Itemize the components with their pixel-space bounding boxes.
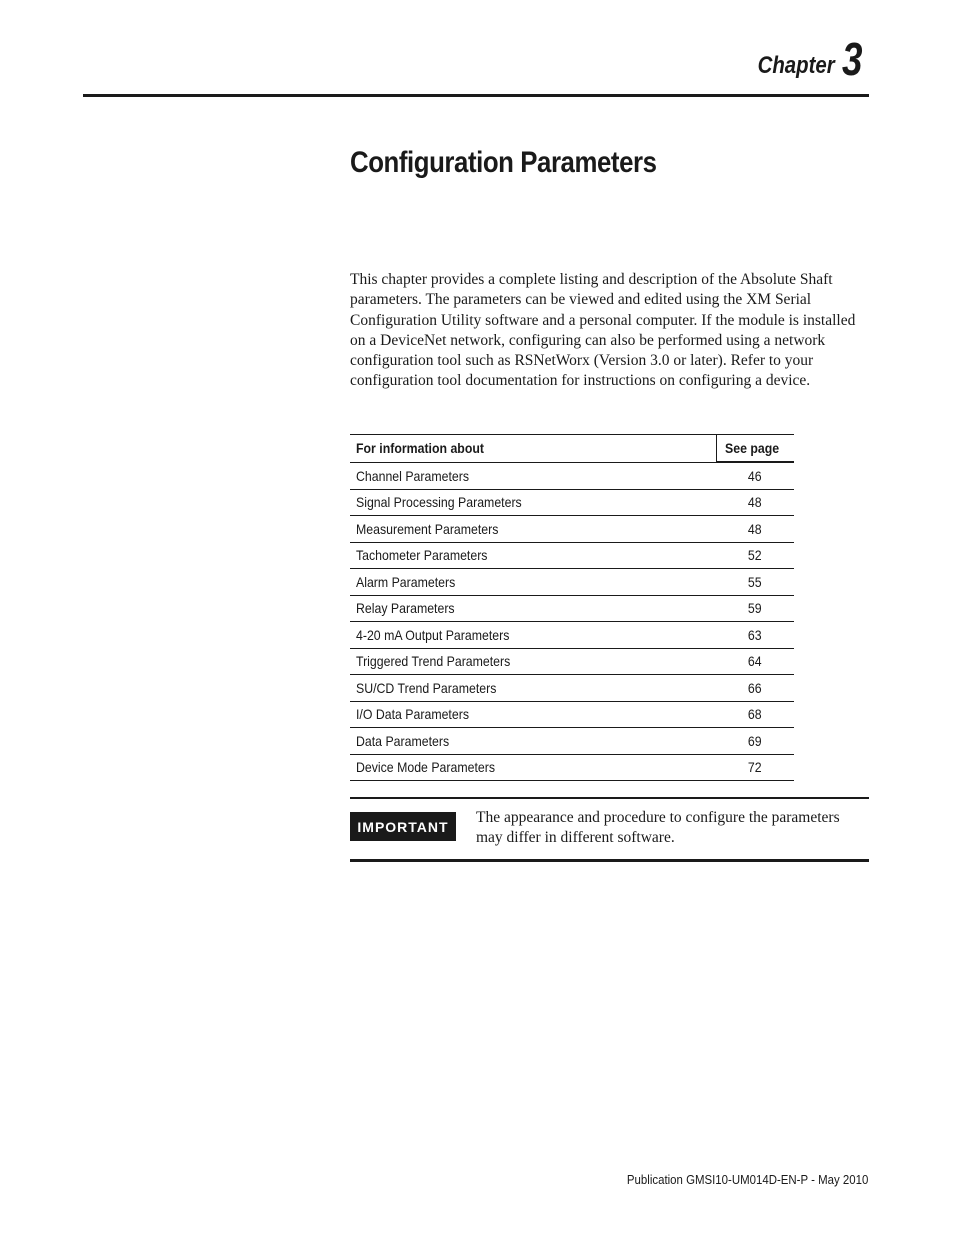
column-header-page: See page bbox=[717, 435, 795, 463]
topic-cell: Relay Parameters bbox=[350, 595, 717, 622]
topic-cell: Data Parameters bbox=[350, 728, 717, 755]
topic-cell: 4-20 mA Output Parameters bbox=[350, 622, 717, 649]
page-cell: 72 bbox=[717, 754, 795, 781]
chapter-header bbox=[744, 30, 868, 85]
page-cell: 55 bbox=[717, 569, 795, 596]
important-badge: IMPORTANT bbox=[350, 812, 456, 841]
table-row bbox=[350, 569, 794, 596]
topic-cell: I/O Data Parameters bbox=[350, 701, 717, 728]
page-cell: 59 bbox=[717, 595, 795, 622]
chapter-label: Chapter bbox=[757, 52, 835, 79]
page-cell: 68 bbox=[717, 701, 795, 728]
page-cell: 63 bbox=[717, 622, 795, 649]
table-row bbox=[350, 701, 794, 728]
chapter-number: 3 bbox=[842, 33, 863, 85]
topic-cell: Device Mode Parameters bbox=[350, 754, 717, 781]
table-row bbox=[350, 595, 794, 622]
page-cell: 69 bbox=[717, 728, 795, 755]
page-title: Configuration Parameters bbox=[350, 146, 657, 179]
column-header-topic: For information about bbox=[350, 435, 717, 463]
topic-cell: Triggered Trend Parameters bbox=[350, 648, 717, 675]
table-row bbox=[350, 542, 794, 569]
page-cell: 48 bbox=[717, 516, 795, 543]
table-row bbox=[350, 728, 794, 755]
topic-page-table bbox=[350, 434, 794, 781]
table-row bbox=[350, 622, 794, 649]
important-note bbox=[350, 797, 869, 862]
table-header-row bbox=[350, 435, 794, 463]
publication-footer: Publication GMSI10-UM014D-EN-P - May 2010 bbox=[626, 1172, 868, 1187]
header-rule bbox=[83, 94, 869, 97]
topic-cell: SU/CD Trend Parameters bbox=[350, 675, 717, 702]
table-row bbox=[350, 754, 794, 781]
topic-cell: Signal Processing Parameters bbox=[350, 489, 717, 516]
page-cell: 52 bbox=[717, 542, 795, 569]
topic-cell: Tachometer Parameters bbox=[350, 542, 717, 569]
page-cell: 48 bbox=[717, 489, 795, 516]
table-row bbox=[350, 675, 794, 702]
table-row bbox=[350, 489, 794, 516]
page-cell: 46 bbox=[717, 462, 795, 489]
topic-cell: Alarm Parameters bbox=[350, 569, 717, 596]
table-row bbox=[350, 648, 794, 675]
important-text: The appearance and procedure to configure the parameters may differ in different software. bbox=[476, 809, 840, 846]
page-cell: 64 bbox=[717, 648, 795, 675]
table-row bbox=[350, 462, 794, 489]
table-row bbox=[350, 516, 794, 543]
intro-paragraph: This chapter provides a complete listing and description of the Absolute Shaft parameters. The parameters can be viewed and edited using the XM Serial Configuration Utility software and a personal computer. If the module is installed on a DeviceNet network, configuring can also be performed using a network configuration tool such as RSNetWorx (Version 3.0 or later). Refer to your configuration tool documentation for instructions on configuring a device. bbox=[350, 271, 856, 390]
page-cell: 66 bbox=[717, 675, 795, 702]
topic-cell: Measurement Parameters bbox=[350, 516, 717, 543]
topic-cell: Channel Parameters bbox=[350, 462, 717, 489]
